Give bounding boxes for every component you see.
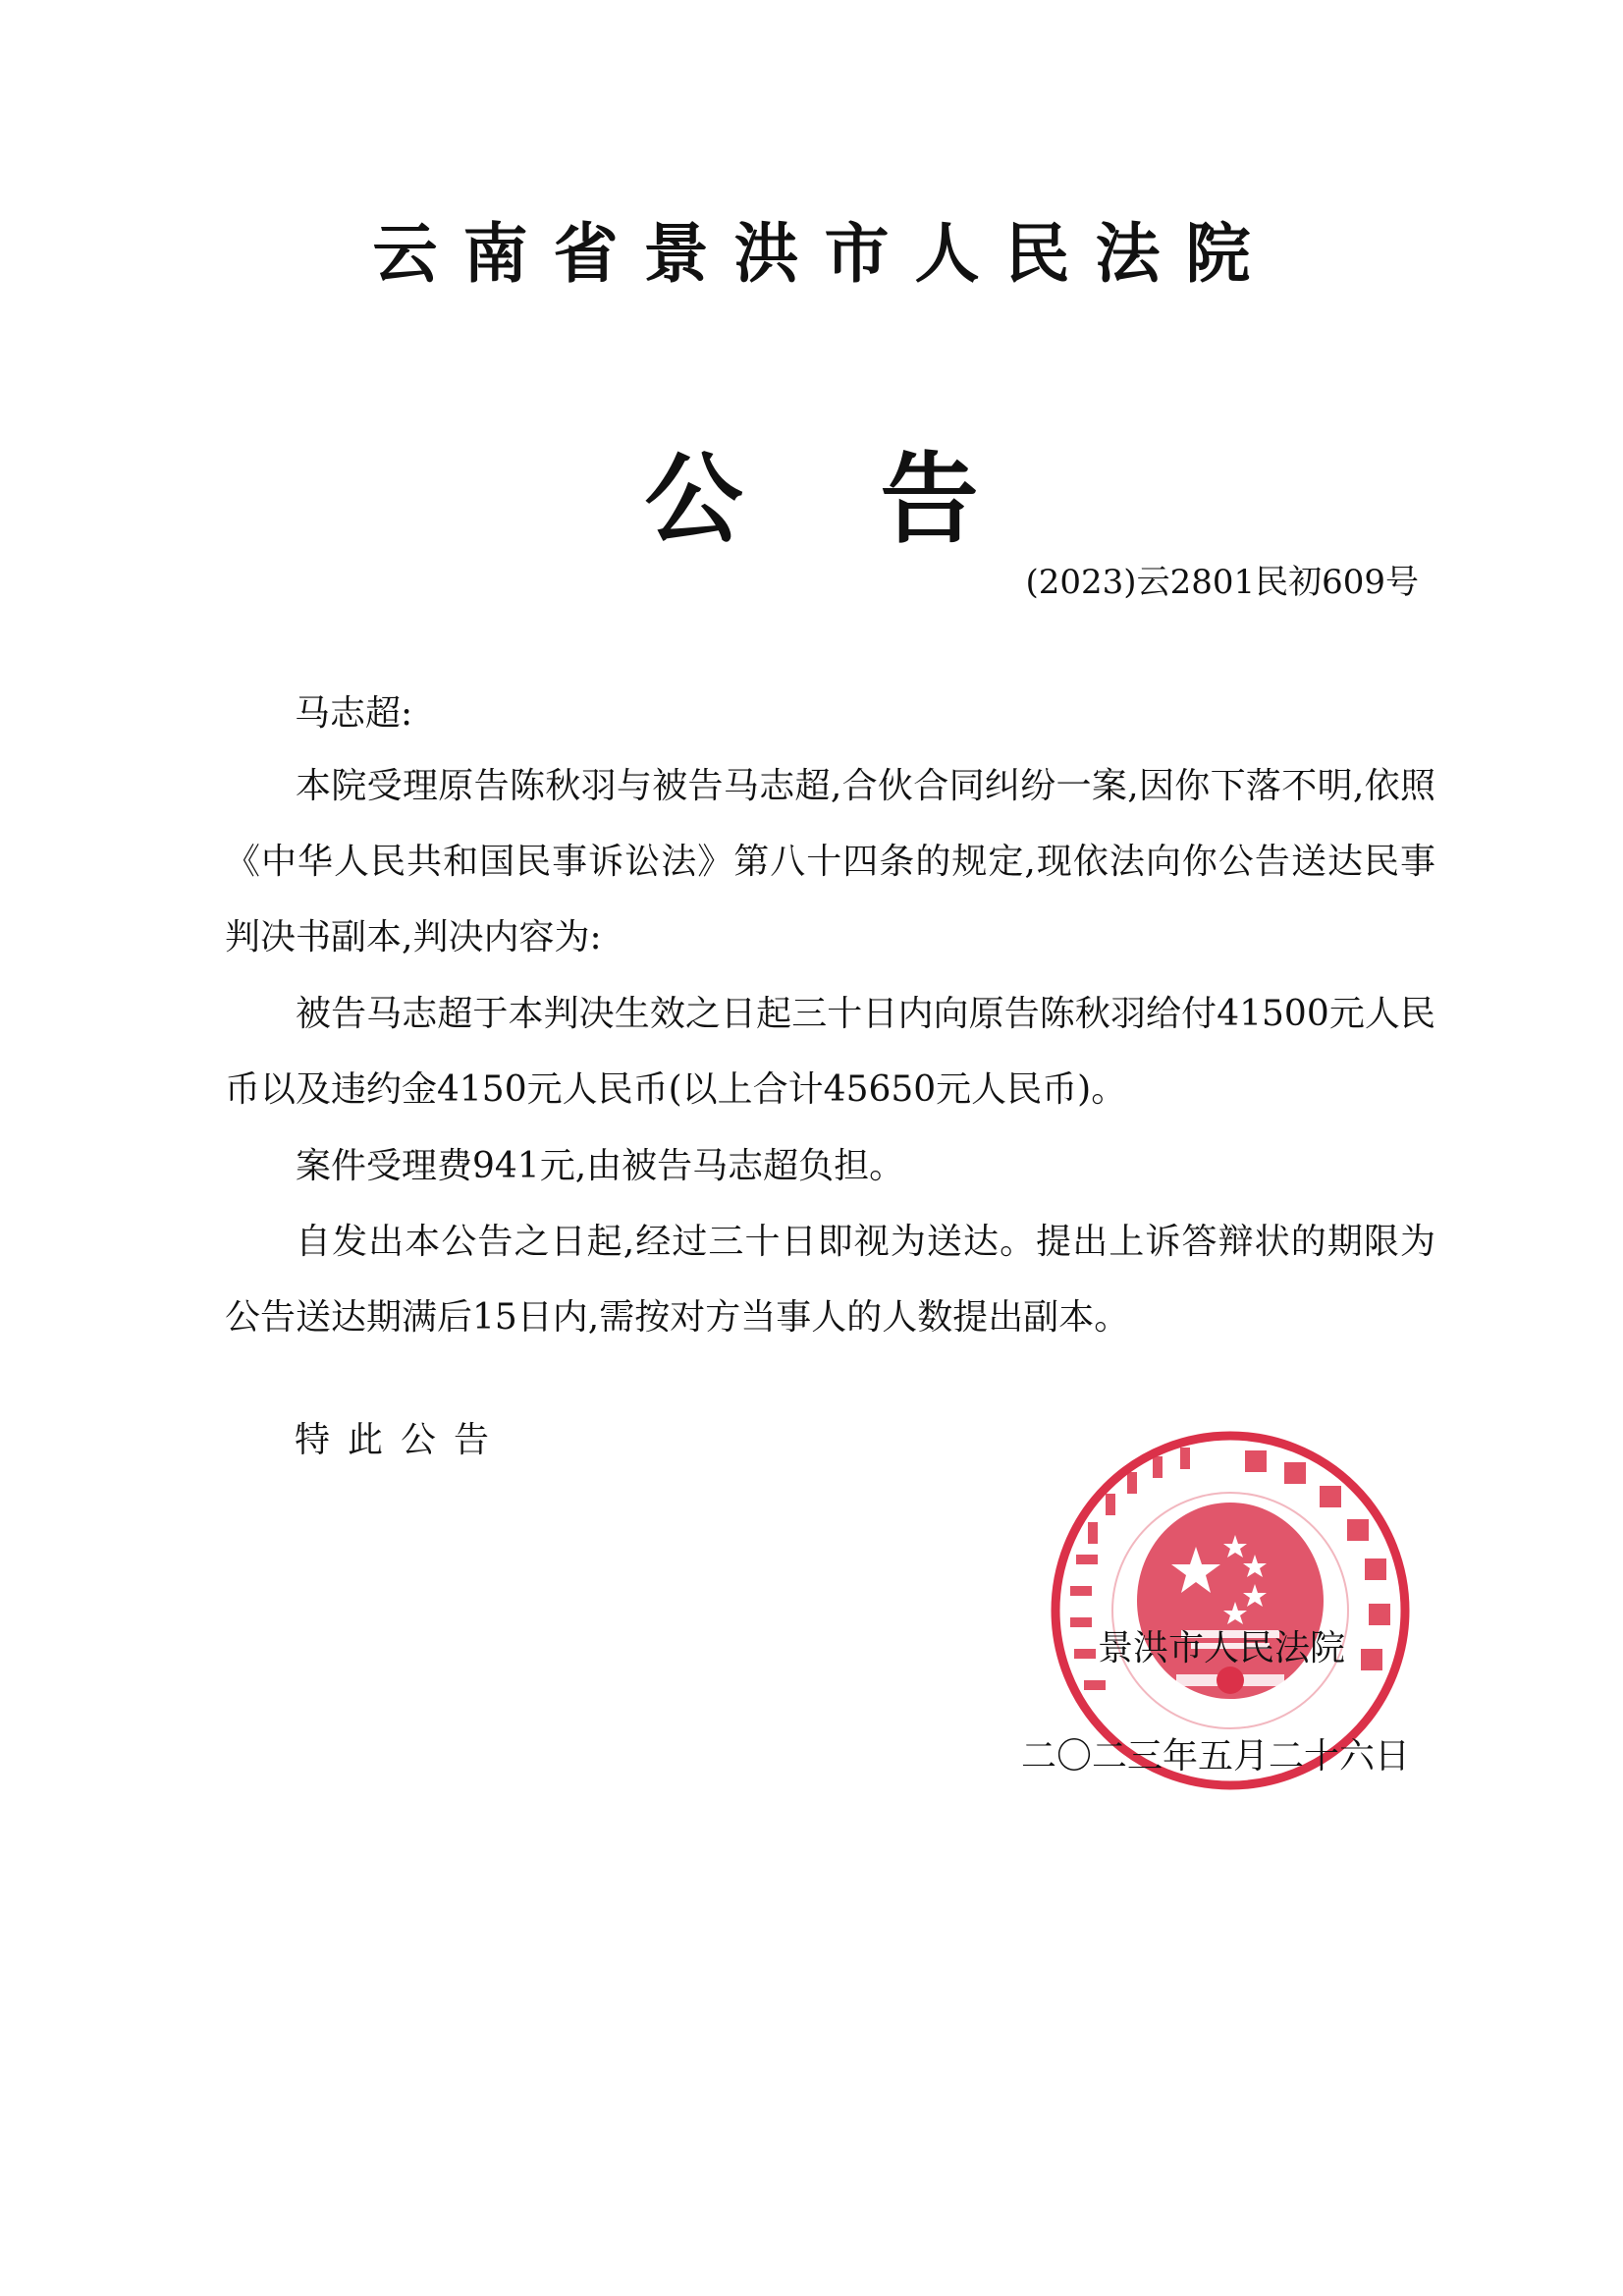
- notice-paragraph-appeal: 自发出本公告之日起,经过三十日即视为送达。提出上诉答辩状的期限为公告送达期满后15日内,需按对方当事人的人数提出副本。: [225, 1222, 1435, 1338]
- case-number: (2023)云2801民初609号: [1025, 563, 1419, 602]
- notice-paragraph-judgment: 被告马志超于本判决生效之日起三十日内向原告陈秋羽给付41500元人民币以及违约金4150元人民币(以上合计45650元人民币)。: [225, 994, 1435, 1110]
- addressee: 马志超:: [295, 693, 413, 734]
- notice-date: 二〇二三年五月二十六日: [1021, 1736, 1411, 1777]
- notice-title: 公告: [644, 442, 1116, 557]
- notice-paragraph-service: 本院受理原告陈秋羽与被告马志超,合伙合同纠纷一案,因你下落不明,依照《中华人民共和国民事诉讼法》第八十四条的规定,现依法向你公告送达民事判决书副本,判决内容为:: [225, 766, 1435, 957]
- signature-court-name: 景洪市人民法院: [1098, 1628, 1346, 1668]
- closing-statement: 特此公告: [295, 1420, 508, 1460]
- court-name-heading: 云南省景洪市人民法院: [372, 216, 1276, 292]
- notice-paragraph-fee: 案件受理费941元,由被告马志超负担。: [296, 1146, 905, 1186]
